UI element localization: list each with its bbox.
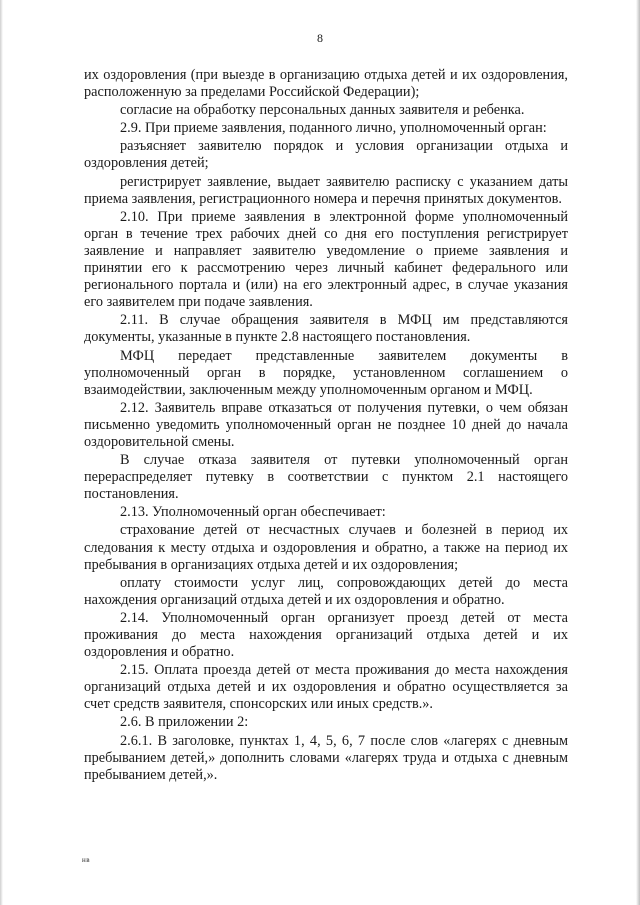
paragraph: 2.13. Уполномоченный орган обеспечивает: — [120, 504, 386, 521]
scan-edge-left — [0, 0, 3, 905]
paragraph: 2.6.1. В заголовке, пунктах 1, 4, 5, 6, 7 после слов «лагерях с дневным пребыванием детей,» дополнить словами «лагерях труда и отдыха с дневным пребыванием детей,». — [84, 732, 568, 783]
paragraph: В случае отказа заявителя от путевки уполномоченный орган перераспределяет путевку в соответствии с пунктом 2.1 настоящего постановления. — [84, 452, 568, 503]
page-number: 8 — [317, 31, 323, 45]
paragraph: согласие на обработку персональных данных заявителя и ребенка. — [120, 102, 525, 119]
paragraph: 2.15. Оплата проезда детей от места проживания до места нахождения организаций отдыха детей и их оздоровления и обратно осуществляется за счет средств заявителя, спонсорских или иных средств.». — [84, 662, 568, 713]
paragraph: 2.6. В приложении 2: — [120, 714, 249, 731]
paragraph: их оздоровления (при выезде в организацию отдыха детей и их оздоровления, расположенную за пределами Российской Федерации); — [84, 67, 568, 101]
document-body — [84, 67, 568, 785]
paragraph: регистрирует заявление, выдает заявителю расписку с указанием даты приема заявления, регистрационного номера и перечня принятых документов. — [84, 173, 568, 207]
paragraph: страхование детей от несчастных случаев и болезней в период их следования к месту отдыха и оздоровления и обратно, а также на период их пребывания в организациях отдыха детей и их оздоровления; — [84, 522, 568, 573]
footer-initials: нв — [82, 856, 91, 864]
paragraph: 2.10. При приеме заявления в электронной форме уполномоченный орган в течение трех рабочих дней со дня его поступления регистрирует заявление и направляет заявителю уведомление о приеме заявления и принятии его к рассмотрению через личный кабинет федерального или регионального портала и (или) на его электронный адрес, в случае указания его заявителем при подаче заявления. — [84, 208, 568, 311]
scan-edge-right — [636, 0, 640, 905]
paragraph: оплату стоимости услуг лиц, сопровождающих детей до места нахождения организаций отдыха детей и их оздоровления и обратно. — [84, 574, 568, 608]
paragraph: МФЦ передает представленные заявителем документы в уполномоченный орган в порядке, установленном соглашением о взаимодействии, заключенным между уполномоченным органом и МФЦ. — [84, 347, 568, 398]
paragraph: 2.11. В случае обращения заявителя в МФЦ им представляются документы, указанные в пункте 2.8 настоящего постановления. — [84, 312, 568, 346]
paragraph: 2.12. Заявитель вправе отказаться от получения путевки, о чем обязан письменно уведомить уполномоченный орган не позднее 10 дней до начала оздоровительной смены. — [84, 399, 568, 450]
paragraph: 2.9. При приеме заявления, поданного лично, уполномоченный орган: — [120, 120, 547, 137]
paragraph: 2.14. Уполномоченный орган организует проезд детей от места проживания до места нахождения организаций отдыха детей и их оздоровления и обратно. — [84, 609, 568, 661]
paragraph: разъясняет заявителю порядок и условия организации отдыха и оздоровления детей; — [84, 138, 568, 172]
